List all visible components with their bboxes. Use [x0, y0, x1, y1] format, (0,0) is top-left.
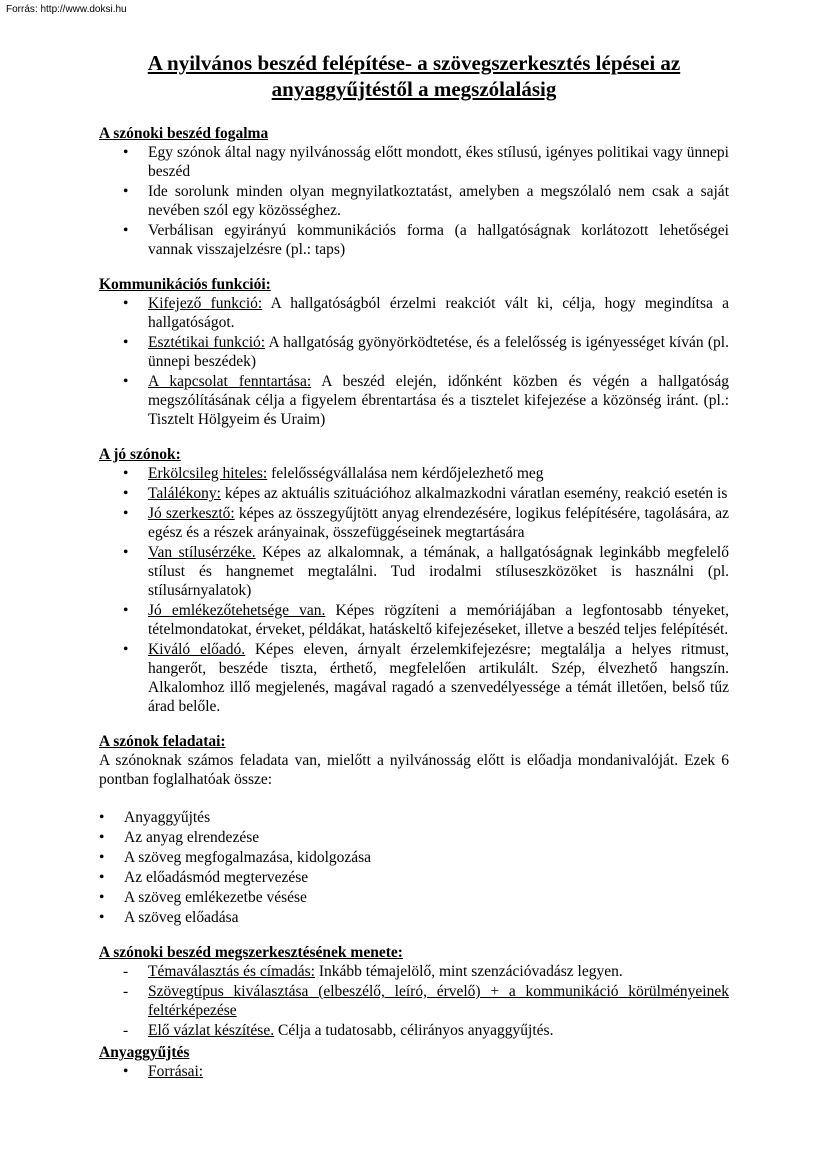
bullet-icon: • — [99, 869, 105, 886]
bullet-list — [99, 294, 729, 429]
section-heading: A jó szónok: — [99, 446, 181, 463]
section-tasks — [99, 732, 729, 927]
bullet-icon: • — [99, 809, 105, 826]
bullet-list — [99, 143, 729, 259]
list-item: • Erkölcsileg hiteles: felelősségvállalása nem kérdőjelezhető meg — [123, 465, 544, 482]
bullet-icon: • — [99, 889, 105, 906]
document-page — [99, 50, 729, 1082]
list-item: • Egy szónok által nagy nyilvánosság előtt mondott, ékes stílusú, igényes politikai vagy ünnepi beszéd — [123, 144, 729, 180]
section-heading: Kommunikációs funkciói: — [99, 276, 271, 293]
section-heading: A szónoki beszéd fogalma — [99, 125, 269, 142]
bullet-icon: • — [99, 849, 105, 866]
list-item: • Az anyag elrendezése — [99, 829, 260, 846]
list-item: • Forrásai: — [123, 1063, 204, 1080]
list-item: - Szövegtípus kiválasztása (elbeszélő, leíró, érvelő) + a kommunikáció körülményeinek feltérképezése — [123, 983, 729, 1019]
dash-icon: - — [123, 963, 129, 980]
bullet-list — [99, 808, 729, 927]
list-item: • Van stílusérzéke. Képes az alkalomnak, a témának, a hallgatóságnak leginkább megfelelő stílust és hangnemet megtalálni. Tud irodalmi stíluseszközöket is használni (pl. stílusárnyalatok) — [123, 544, 729, 599]
bullet-icon: • — [123, 485, 129, 502]
dash-icon: - — [123, 1022, 129, 1039]
bullet-icon: • — [123, 183, 129, 200]
list-item: • Verbálisan egyirányú kommunikációs forma (a hallgatóságnak korlátozott lehetőségei vannak visszajelzésre (pl.: taps) — [123, 222, 729, 258]
list-item: • Kifejező funkció: A hallgatóságból érzelmi reakciót vált ki, célja, hogy megindítsa a hallgatóságot. — [123, 295, 729, 331]
document-title: A nyilvános beszéd felépítése- a szövegszerkesztés lépései az anyaggyűjtéstől a megszólalásig — [147, 51, 681, 101]
list-item: • A szöveg megfogalmazása, kidolgozása — [99, 849, 372, 866]
bullet-icon: • — [123, 222, 129, 239]
bullet-icon: • — [123, 295, 129, 312]
list-item: • Találékony: képes az aktuális szituációhoz alkalmazkodni váratlan esemény, reakció esetén is — [123, 485, 728, 502]
list-item: • Kiváló előadó. Képes eleven, árnyalt érzelemkifejezésre; megtalálja a helyes ritmust, hangerőt, beszéde tiszta, érthető, megfelelően artikulált. Szép, élvezhető hangszín. Alkalomhoz illő megjelenés, magával ragadó a szenvedélyessége a témát illetően, belső tűz árad belőle. — [123, 641, 729, 715]
bullet-icon: • — [123, 505, 129, 522]
section-heading: A szónoki beszéd megszerkesztésének menete: — [99, 944, 403, 961]
list-item: - Témaválasztás és címadás: Inkább témajelölő, mint szenzációvadász legyen. — [123, 963, 623, 980]
dash-list — [99, 962, 729, 1040]
bullet-icon: • — [123, 544, 129, 561]
bullet-icon: • — [123, 1063, 129, 1080]
list-item: • Jó emlékezőtehetsége van. Képes rögzíteni a memóriájában a legfontosabb tényeket, tételmondatokat, érveket, példákat, hatáskeltő kifejezéseket, illetve a beszéd teljes felépítését. — [123, 602, 729, 638]
list-item: • Az előadásmód megtervezése — [99, 869, 309, 886]
bullet-icon: • — [123, 373, 129, 390]
bullet-icon: • — [99, 909, 105, 926]
section-heading: Anyaggyűjtés — [99, 1044, 190, 1061]
list-item: • A szöveg emlékezetbe vésése — [99, 889, 307, 906]
bullet-list — [99, 464, 729, 716]
section-good-speaker — [99, 445, 729, 716]
section-heading: A szónok feladatai: — [99, 733, 226, 750]
bullet-icon: • — [123, 465, 129, 482]
bullet-icon: • — [99, 829, 105, 846]
list-item: • Anyaggyűjtés — [99, 809, 211, 826]
list-item: • Esztétikai funkció: A hallgatóság gyönyörködtetése, és a felelősség is igényességet kíván (pl. ünnepi beszédek) — [123, 334, 729, 370]
bullet-list — [99, 1062, 729, 1081]
section-definition — [99, 124, 729, 259]
list-item: • Ide sorolunk minden olyan megnyilatkoztatást, amelyben a megszólaló nem csak a saját nevében szól egy közösséghez. — [123, 183, 729, 219]
list-item: - Elő vázlat készítése. Célja a tudatosabb, célirányos anyaggyűjtés. — [123, 1022, 554, 1039]
bullet-icon: • — [123, 144, 129, 161]
list-item: • A szöveg előadása — [99, 909, 239, 926]
list-item: • Jó szerkesztő: képes az összegyűjtött anyag elrendezésére, logikus felépítésére, tagolására, az egész és a részek arányainak, összefüggéseinek megtartására — [123, 505, 729, 541]
source-url: Forrás: http://www.doksi.hu — [6, 4, 127, 15]
section-intro: A szónoknak számos feladata van, mielőtt a nyilvánosság előtt is előadja mondanivalóját. Ezek 6 pontban foglalhatóak össze: — [99, 752, 729, 788]
bullet-icon: • — [123, 334, 129, 351]
bullet-icon: • — [123, 602, 129, 619]
section-material-collection — [99, 1043, 729, 1081]
bullet-icon: • — [123, 641, 129, 658]
section-structure-process — [99, 943, 729, 1040]
dash-icon: - — [123, 983, 129, 1000]
list-item: • A kapcsolat fenntartása: A beszéd elején, időnként közben és végén a hallgatóság megszólításának célja a figyelem ébrentartása és a tisztelet kifejezése a közönség iránt. (pl.: Tisztelt Hölgyeim és Uraim) — [123, 373, 729, 428]
section-functions — [99, 275, 729, 429]
